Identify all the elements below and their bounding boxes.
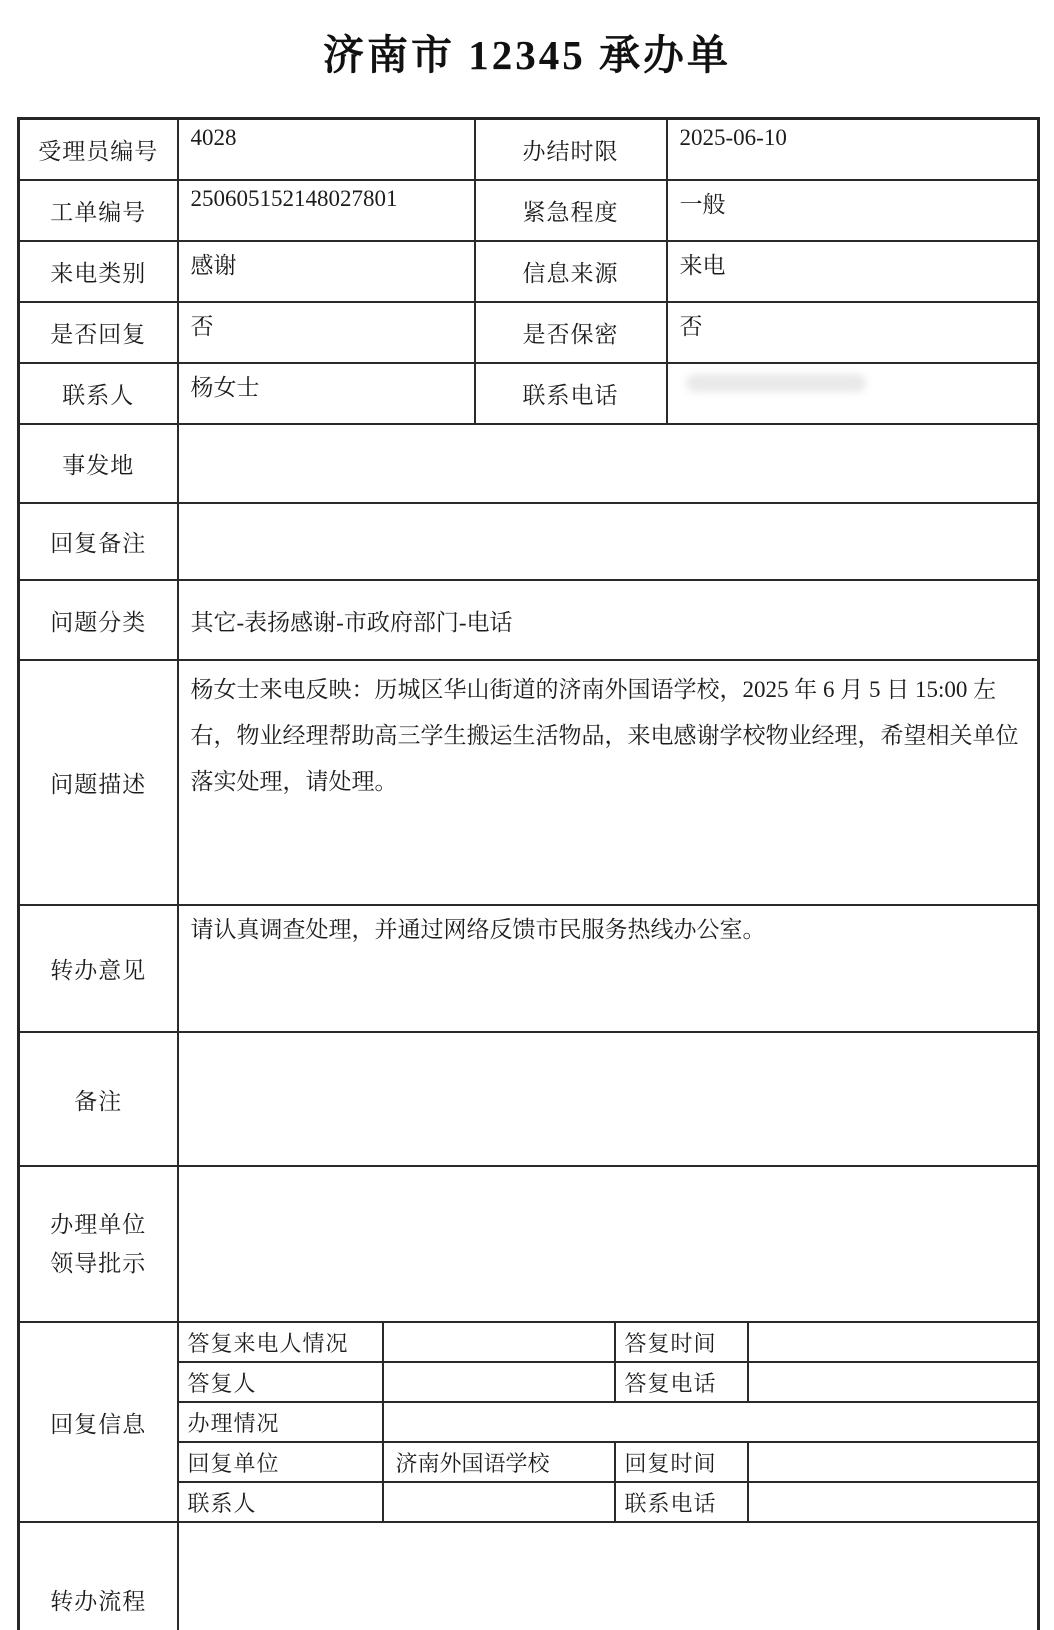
row-issue-category [19, 580, 1039, 660]
subrow-reply-contact [179, 1482, 1039, 1521]
label-contact-name: 联系人 [19, 363, 178, 424]
row-incident-location [19, 424, 1039, 503]
label-info-source: 信息来源 [475, 241, 667, 302]
row-category-source [19, 241, 1039, 302]
value-remarks [178, 1032, 1039, 1166]
label-ticket-number: 工单编号 [19, 180, 178, 241]
label-confidential: 是否保密 [475, 302, 667, 363]
value-ticket-number: 250605152148027801 [178, 180, 475, 241]
label-transfer-opinion: 转办意见 [19, 905, 178, 1032]
label-handling-unit-leader-instructions [19, 1166, 178, 1322]
value-urgency-level: 一般 [667, 180, 1039, 241]
label-acceptor-id: 受理员编号 [19, 119, 178, 181]
label-transfer-flow: 转办流程 [19, 1522, 178, 1630]
label-reply-remark: 回复备注 [19, 503, 178, 580]
label-handling-unit-leader-instructions-text: 办理单位领导批示 [50, 1211, 147, 1276]
label-reply-info: 回复信息 [19, 1322, 178, 1522]
label-reply-phone: 答复电话 [615, 1362, 748, 1402]
value-contact-name: 杨女士 [178, 363, 475, 424]
row-remarks [19, 1032, 1039, 1166]
form-table [17, 117, 1040, 1630]
label-urgency-level: 紧急程度 [475, 180, 667, 241]
value-transfer-opinion: 请认真调查处理，并通过网络反馈市民服务热线办公室。 [178, 905, 1039, 1032]
row-ticket-urgency [19, 180, 1039, 241]
subrow-reply-unit [179, 1442, 1039, 1482]
value-confidential: 否 [667, 302, 1039, 363]
value-issue-description: 杨女士来电反映：历城区华山街道的济南外国语学校，2025 年 6 月 5 日 15:00 左右，物业经理帮助高三学生搬运生活物品，来电感谢学校物业经理，希望相关单位落实处理，请处理。 [178, 660, 1039, 905]
value-reply-phone [748, 1362, 1039, 1402]
row-reply-info [19, 1322, 1039, 1522]
row-handling-unit-leader-instructions [19, 1166, 1039, 1322]
value-reply-contact-name [383, 1482, 615, 1521]
subrow-handling-status [179, 1402, 1039, 1442]
value-reply-unit: 济南外国语学校 [383, 1442, 615, 1482]
label-completion-deadline: 办结时限 [475, 119, 667, 181]
label-reply-unit-time: 回复时间 [615, 1442, 748, 1482]
reply-info-cell [178, 1322, 1039, 1522]
label-reply-contact-phone: 联系电话 [615, 1482, 748, 1521]
value-issue-category: 其它-表扬感谢-市政府部门-电话 [178, 580, 1039, 660]
label-caller-reply-status: 答复来电人情况 [179, 1323, 383, 1362]
value-info-source: 来电 [667, 241, 1039, 302]
value-incident-location [178, 424, 1039, 503]
label-reply-time: 答复时间 [615, 1323, 748, 1362]
value-completion-deadline: 2025-06-10 [667, 119, 1039, 181]
row-contact [19, 363, 1039, 424]
row-acceptor-deadline [19, 119, 1039, 181]
value-call-category: 感谢 [178, 241, 475, 302]
label-issue-description: 问题描述 [19, 660, 178, 905]
row-transfer-opinion [19, 905, 1039, 1032]
label-reply-contact-name: 联系人 [179, 1482, 383, 1521]
label-remarks: 备注 [19, 1032, 178, 1166]
value-acceptor-id: 4028 [178, 119, 475, 181]
row-reply-confidential [19, 302, 1039, 363]
subrow-replier [179, 1362, 1039, 1402]
value-reply-required: 否 [178, 302, 475, 363]
value-reply-contact-phone [748, 1482, 1039, 1521]
subrow-caller-reply-status [179, 1323, 1039, 1362]
row-transfer-flow [19, 1522, 1039, 1630]
label-reply-required: 是否回复 [19, 302, 178, 363]
value-caller-reply-status [383, 1323, 615, 1362]
value-handling-unit-leader-instructions [178, 1166, 1039, 1322]
value-handling-status [383, 1402, 1039, 1442]
label-incident-location: 事发地 [19, 424, 178, 503]
value-replier [383, 1362, 615, 1402]
value-reply-unit-time [748, 1442, 1039, 1482]
row-issue-description [19, 660, 1039, 905]
label-call-category: 来电类别 [19, 241, 178, 302]
label-reply-unit: 回复单位 [179, 1442, 383, 1482]
row-reply-remark [19, 503, 1039, 580]
page-title: 济南市 12345 承办单 [323, 32, 731, 78]
value-contact-phone [667, 363, 1039, 424]
label-issue-category: 问题分类 [19, 580, 178, 660]
redaction-smudge [686, 374, 866, 392]
value-reply-remark [178, 503, 1039, 580]
label-replier: 答复人 [179, 1362, 383, 1402]
label-contact-phone: 联系电话 [475, 363, 667, 424]
label-handling-status: 办理情况 [179, 1402, 383, 1442]
value-reply-time [748, 1323, 1039, 1362]
reply-sub-table [179, 1323, 1039, 1521]
value-transfer-flow [178, 1522, 1039, 1630]
